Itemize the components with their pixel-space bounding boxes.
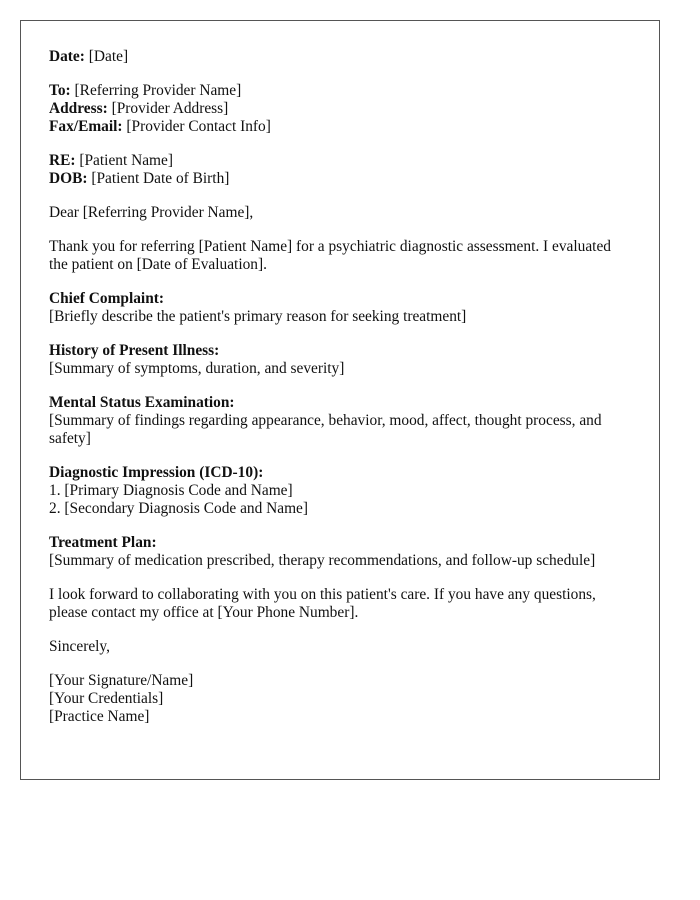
contact-value: [Provider Contact Info]	[126, 118, 271, 135]
contact-label: Fax/Email:	[49, 118, 123, 135]
address-label: Address:	[49, 100, 108, 117]
intro-paragraph: Thank you for referring [Patient Name] for a psychiatric diagnostic assessment. I evaluated the patient on [Date of Evaluation].	[49, 238, 611, 273]
recipient-block	[49, 82, 631, 136]
treatment-heading: Treatment Plan:	[49, 534, 157, 551]
to-label: To:	[49, 82, 71, 99]
patient-block	[49, 152, 631, 188]
contact-line	[49, 118, 631, 136]
signature-credentials: [Your Credentials]	[49, 690, 164, 707]
signature-practice: [Practice Name]	[49, 708, 150, 725]
diagnostic-heading: Diagnostic Impression (ICD-10):	[49, 464, 264, 481]
chief-complaint-section	[49, 290, 631, 326]
date-line	[49, 48, 631, 66]
dob-line	[49, 170, 631, 188]
referral-response-letter	[20, 20, 660, 780]
date-label: Date:	[49, 48, 85, 65]
salutation: Dear [Referring Provider Name],	[49, 204, 254, 221]
history-text: [Summary of symptoms, duration, and severity]	[49, 360, 345, 377]
valediction: Sincerely,	[49, 638, 110, 655]
treatment-section	[49, 534, 631, 570]
signature-block	[49, 672, 631, 726]
chief-complaint-text: [Briefly describe the patient's primary reason for seeking treatment]	[49, 308, 467, 325]
address-value: [Provider Address]	[111, 100, 229, 117]
to-value: [Referring Provider Name]	[74, 82, 242, 99]
mental-status-heading: Mental Status Examination:	[49, 394, 235, 411]
closing-paragraph: I look forward to collaborating with you on this patient's care. If you have any questions, please contact my office at [Your Phone Number].	[49, 586, 596, 621]
re-label: RE:	[49, 152, 76, 169]
history-section	[49, 342, 631, 378]
re-value: [Patient Name]	[79, 152, 173, 169]
mental-status-text: [Summary of findings regarding appearance, behavior, mood, affect, thought process, and safety]	[49, 412, 606, 447]
history-heading: History of Present Illness:	[49, 342, 220, 359]
to-line	[49, 82, 631, 100]
dob-value: [Patient Date of Birth]	[91, 170, 230, 187]
diagnosis-item-secondary: 2. [Secondary Diagnosis Code and Name]	[49, 500, 309, 517]
dob-label: DOB:	[49, 170, 88, 187]
diagnosis-item-primary: 1. [Primary Diagnosis Code and Name]	[49, 482, 293, 499]
diagnostic-section	[49, 464, 631, 518]
signature-name: [Your Signature/Name]	[49, 672, 194, 689]
date-block	[49, 48, 631, 66]
chief-complaint-heading: Chief Complaint:	[49, 290, 165, 307]
re-line	[49, 152, 631, 170]
address-line	[49, 100, 631, 118]
treatment-text: [Summary of medication prescribed, therapy recommendations, and follow-up schedule]	[49, 552, 596, 569]
mental-status-section	[49, 394, 631, 448]
date-value: [Date]	[88, 48, 129, 65]
